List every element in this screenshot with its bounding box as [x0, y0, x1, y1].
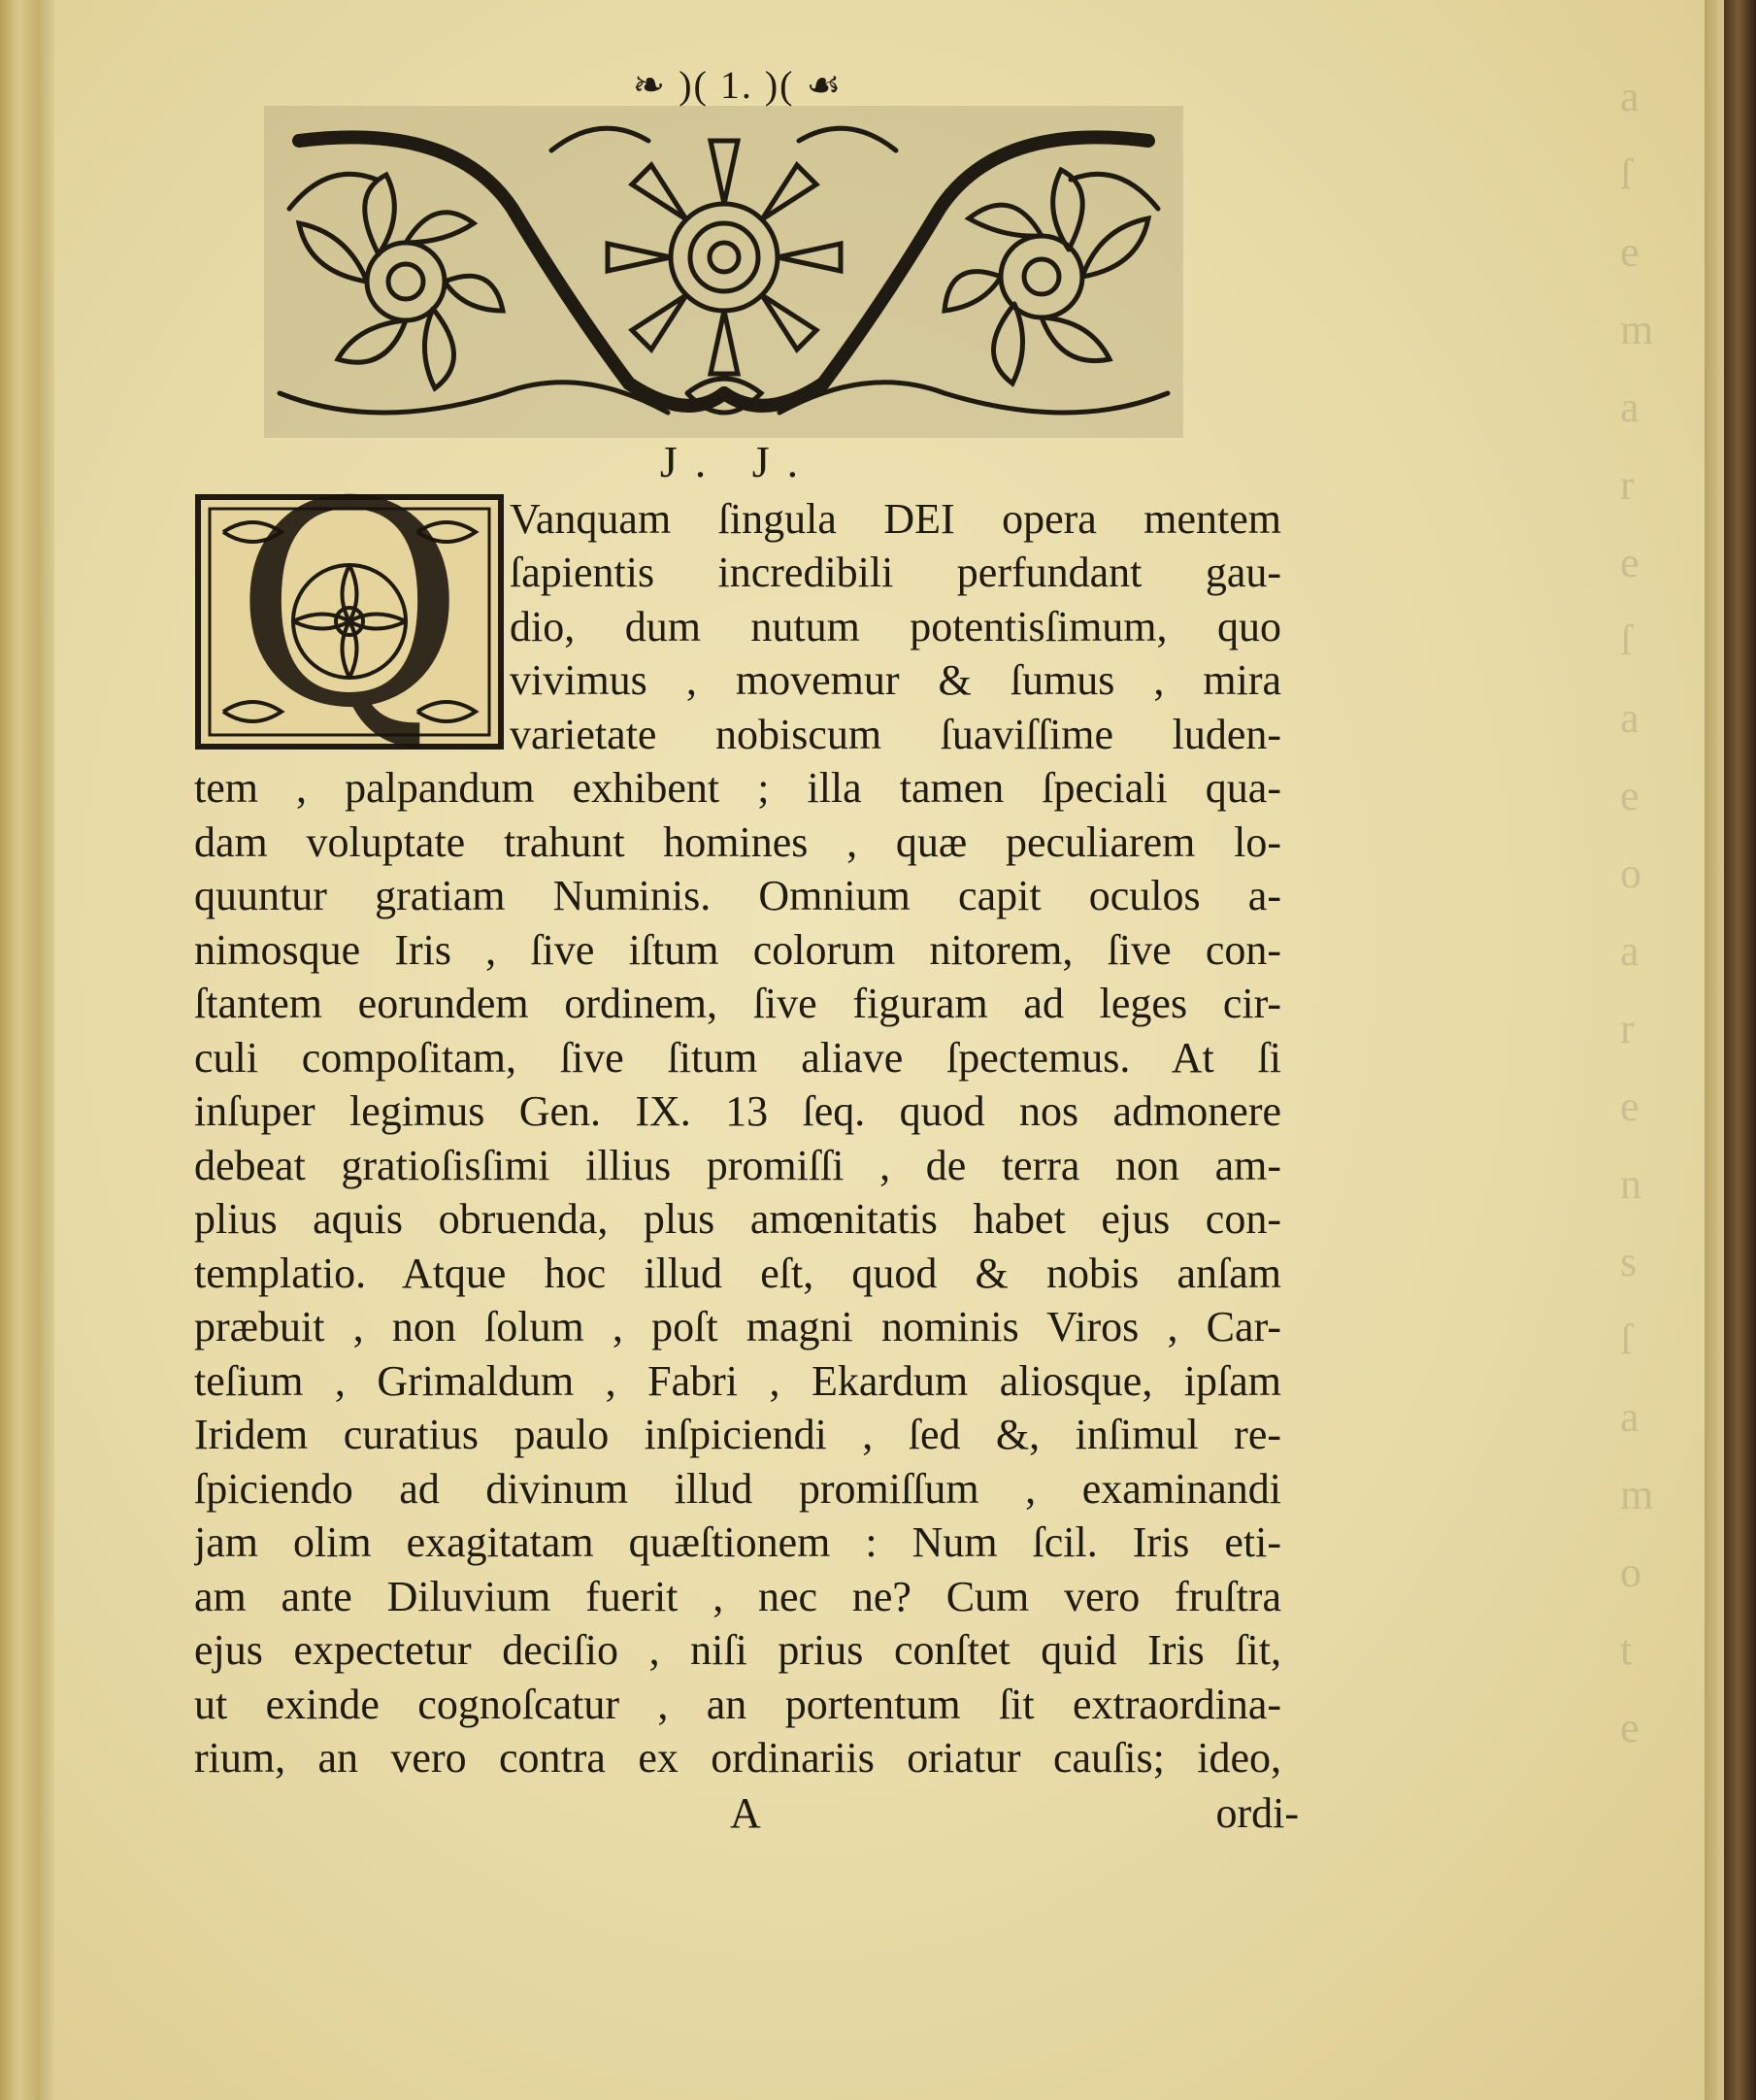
text-line: præbuit , non ſolum , poſt magni nominis Viros , Car- — [194, 1303, 1281, 1350]
text-line: ſtantem eorundem ordinem, ſive figuram ad leges cir- — [194, 980, 1281, 1027]
text-line: am ante Diluvium fuerit , nec ne? Cum vero fruſtra — [194, 1573, 1281, 1620]
text-line: ejus expectetur deciſio , niſi prius conſtet quid Iris ſit, — [194, 1626, 1281, 1674]
text-line: jam olim exagitatam quæſtionem : Num ſcil. Iris eti- — [194, 1518, 1281, 1566]
text-line: culi compoſitam, ſive ſitum aliave ſpectemus. At ſi — [194, 1034, 1281, 1082]
text-line: inſuper legimus Gen. IX. 13 ſeq. quod nos admonere — [194, 1087, 1281, 1135]
next-leaf-edge — [1705, 0, 1724, 2100]
text-line: tem , palpandum exhibent ; illa tamen ſpeciali qua- — [194, 764, 1281, 812]
text-line: nimosque Iris , ſive iſtum colorum nitorem, ſive con- — [194, 926, 1281, 974]
section-heading: J. J. — [659, 437, 816, 486]
text-line: quuntur gratiam Numinis. Omnium capit oculos a- — [194, 872, 1281, 919]
woodcut-headpiece-ornament — [260, 102, 1187, 442]
text-line: varietate nobiscum ſuaviſſime luden- — [510, 711, 1281, 758]
text-line: dio, dum nutum potentisſimum, quo — [510, 603, 1281, 650]
catchword: ordi- — [1215, 1789, 1299, 1837]
text-line: dam voluptate trahunt homines , quæ peculiarem lo- — [194, 818, 1281, 866]
text-line: templatio. Atque hoc illud eſt, quod & nobis anſam — [194, 1250, 1281, 1297]
text-line: ſapientis incredibili perfundant gau- — [510, 549, 1281, 596]
text-line: debeat gratioſisſimi illius promiſſi , de terra non am- — [194, 1142, 1281, 1189]
book-left-edge — [0, 0, 54, 2100]
text-line: ſpiciendo ad divinum illud promiſſum , examinandi — [194, 1465, 1281, 1513]
text-line: ut exinde cognoſcatur , an portentum ſit extraordina- — [194, 1681, 1281, 1728]
decorated-initial — [194, 443, 505, 770]
page-header-ornament: ❧ )( 1. )( ☙ — [632, 63, 844, 107]
text-line: Vanquam ſingula DEI opera mentem — [510, 495, 1281, 543]
book-spine-edge — [1724, 0, 1756, 2100]
text-line: Iridem curatius paulo inſpiciendi , ſed &, inſimul re- — [194, 1411, 1281, 1458]
text-line: plius aquis obruenda, plus amœnitatis habet ejus con- — [194, 1195, 1281, 1243]
text-line: teſium , Grimaldum , Fabri , Ekardum aliosque, ipſam — [194, 1357, 1281, 1405]
signature-mark: A — [730, 1789, 761, 1837]
text-line: rium, an vero contra ex ordinariis oriatur cauſis; ideo, — [194, 1734, 1281, 1782]
text-line: vivimus , movemur & ſumus , mira — [510, 656, 1281, 704]
initial-letter: Q — [234, 443, 465, 770]
